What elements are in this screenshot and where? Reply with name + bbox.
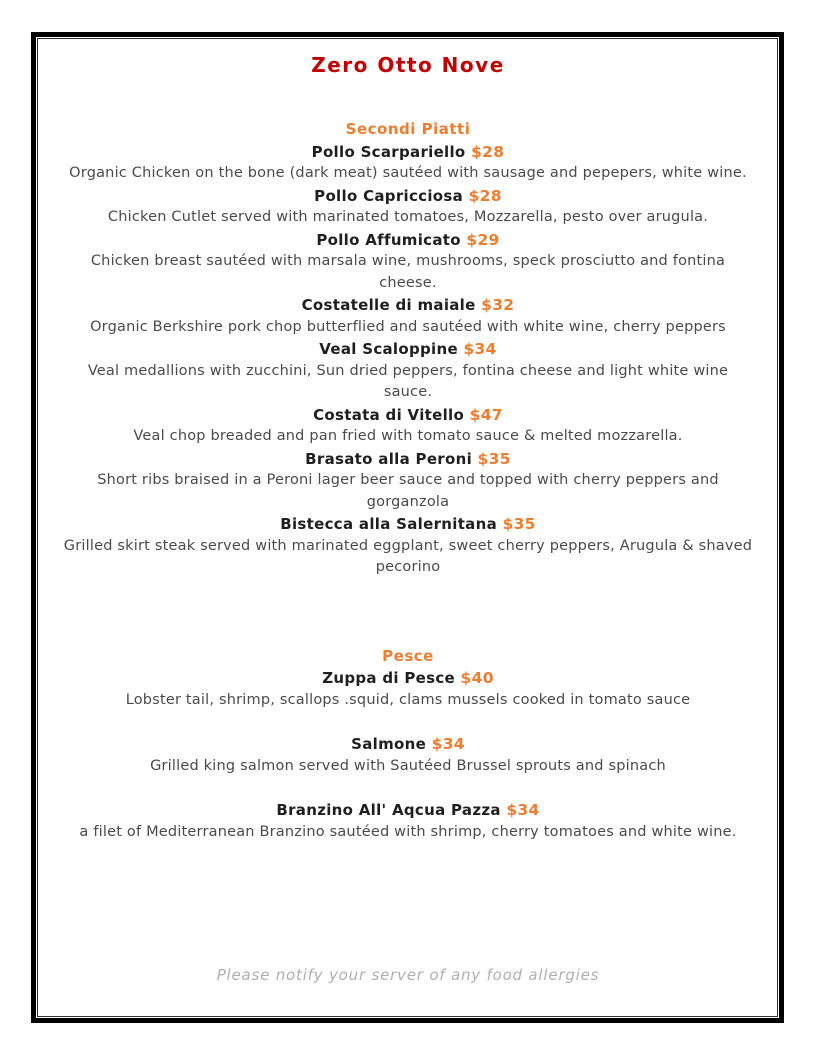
menu-item [40, 513, 776, 579]
menu-item [40, 448, 776, 514]
dish-title-line [40, 733, 776, 756]
dish-description: Grilled king salmon served with Sautéed Brussel sprouts and spinach [150, 757, 666, 774]
dish-title-line [40, 448, 776, 471]
menu-item [40, 667, 776, 711]
dish-price: $32 [481, 296, 515, 314]
menu-section-secondi-piatti [40, 119, 776, 579]
dish-name: Pollo Scarpariello [311, 142, 472, 161]
restaurant-title: Zero Otto Nove [311, 53, 505, 77]
dish-description: Organic Berkshire pork chop butterflied and sautéed with white wine, cherry peppers [90, 318, 726, 335]
dish-description: Chicken Cutlet served with marinated tomatoes, Mozzarella, pesto over arugula. [107, 209, 709, 225]
dish-title-line [40, 229, 776, 252]
dish-price: $34 [463, 340, 497, 358]
dish-price: $28 [468, 186, 502, 205]
menu-sections [40, 119, 776, 843]
menu-content [40, 40, 776, 1014]
dish-title-line [40, 404, 776, 427]
menu-item [40, 338, 776, 404]
dish-description: Lobster tail, shrimp, scallops .squid, clams mussels cooked in tomato sauce [125, 691, 691, 708]
dish-name: Bistecca alla Salernitana [280, 515, 503, 533]
dish-name: Pollo Capricciosa [314, 186, 469, 205]
menu-item [40, 141, 776, 185]
dish-name: Costatelle di maiale [301, 296, 482, 314]
dish-name: Veal Scaloppine [319, 340, 464, 358]
dish-title-line [40, 338, 776, 361]
dish-name: Branzino All' Aqcua Pazza [276, 801, 507, 819]
menu-item [40, 733, 776, 777]
dish-price: $34 [506, 801, 540, 819]
dish-title-line [40, 667, 776, 690]
dish-name: Pollo Affumicato [316, 230, 467, 249]
menu-section-pesce [40, 646, 776, 844]
section-header: Pesce [382, 646, 434, 665]
section-header: Secondi Piatti [345, 120, 471, 138]
dish-price: $34 [431, 735, 465, 753]
dish-description: Organic Chicken on the bone (dark meat) sautéed with sausage and pepepers, white wine. [69, 165, 747, 181]
dish-price: $28 [471, 142, 505, 161]
menu-item [40, 799, 776, 843]
dish-title-line [40, 185, 776, 208]
menu-item [40, 404, 776, 448]
dish-price: $35 [502, 515, 536, 533]
dish-description: Short ribs braised in a Peroni lager beer sauce and topped with cherry peppers and gorganzola [97, 472, 719, 510]
menu-item [40, 185, 776, 229]
dish-description: Grilled skirt steak served with marinated eggplant, sweet cherry peppers, Arugula & shaved pecorino [63, 537, 753, 575]
dish-name: Zuppa di Pesce [322, 669, 461, 687]
dish-price: $35 [477, 449, 511, 468]
dish-price: $40 [460, 669, 494, 687]
menu-item [40, 294, 776, 338]
dish-name: Costata di Vitello [313, 405, 470, 424]
dish-title-line [40, 294, 776, 317]
dish-title-line [40, 513, 776, 536]
dish-price: $29 [466, 230, 500, 249]
dish-description: Veal chop breaded and pan fried with tomato sauce & melted mozzarella. [133, 428, 683, 444]
dish-description: Veal medallions with zucchini, Sun dried peppers, fontina cheese and light white wine sauce. [87, 362, 729, 400]
dish-description: Chicken breast sautéed with marsala wine, mushrooms, speck prosciutto and fontina cheese. [90, 253, 726, 291]
dish-name: Brasato alla Peroni [305, 449, 478, 468]
dish-title-line [40, 799, 776, 822]
dish-description: a filet of Mediterranean Branzino sautéed with shrimp, cherry tomatoes and white wine. [79, 823, 737, 840]
dish-price: $47 [469, 405, 503, 424]
dish-title-line [40, 141, 776, 164]
menu-item [40, 229, 776, 295]
dish-name: Salmone [351, 735, 432, 753]
allergy-notice: Please notify your server of any food allergies [216, 966, 600, 984]
